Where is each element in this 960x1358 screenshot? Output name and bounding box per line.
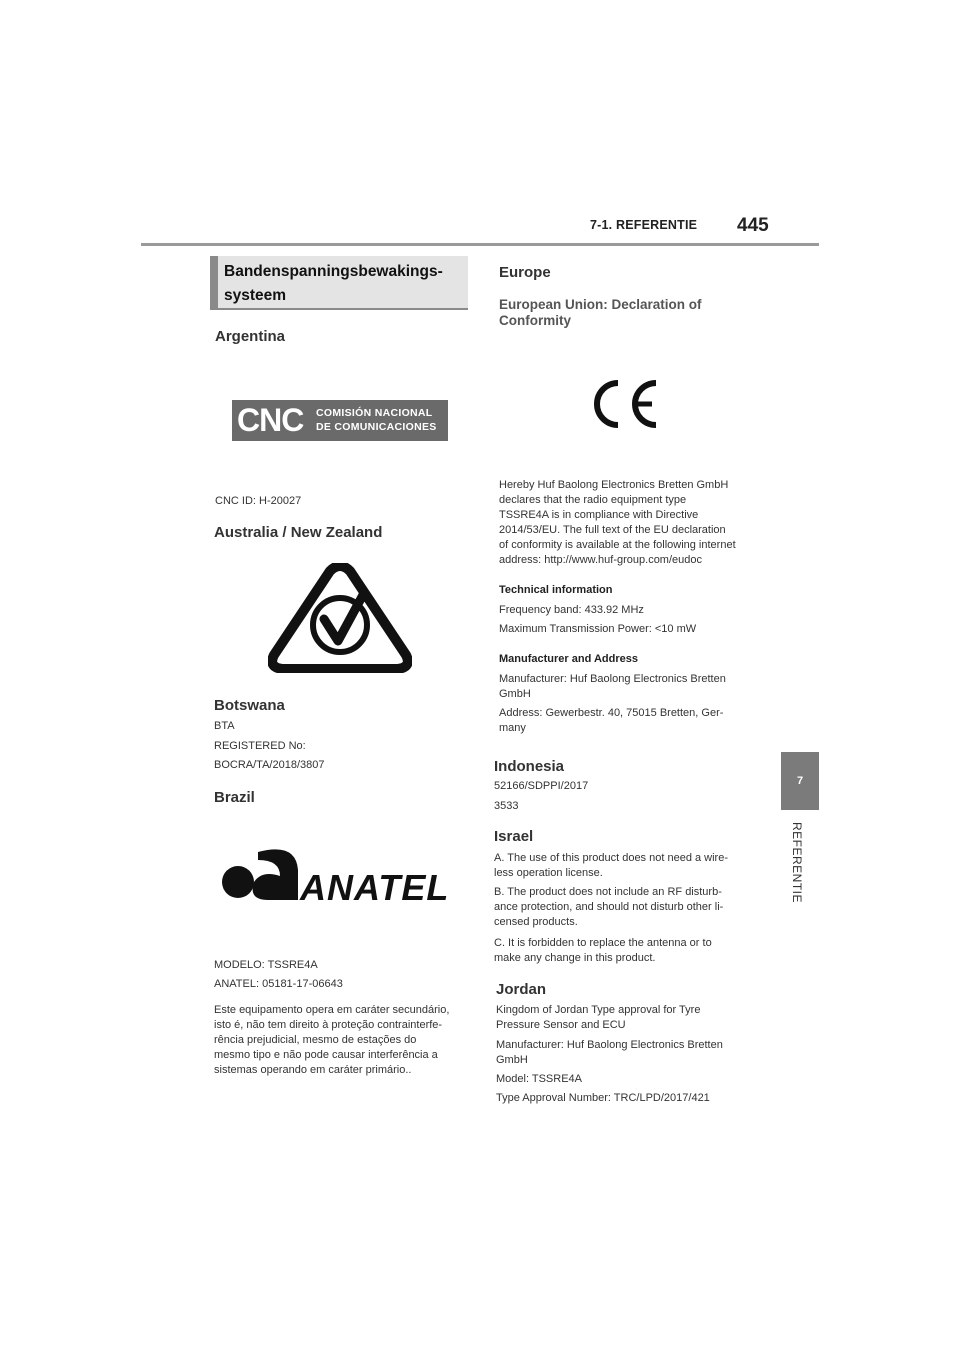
manufacturer [499,672,726,702]
europe-declaration [499,478,749,568]
anatel-logo-text: ANATEL [300,867,450,908]
israel-a-line: A. The use of this product does not need a wire- [494,852,728,864]
heading-botswana: Botswana [214,697,285,714]
chapter-tab [781,752,819,810]
brazil-para-line: isto é, não tem direito à proteção contrainterfe- [214,1019,443,1031]
heading-australia: Australia / New Zealand [214,524,383,541]
jordan-line: Kingdom of Jordan Type approval for Tyre [496,1004,701,1016]
jordan-line: GmbH [496,1054,528,1066]
section-title-line-2: systeem [224,287,287,304]
section-title [224,260,464,308]
manufacturer-heading: Manufacturer and Address [499,653,638,665]
declaration-line: of conformity is available at the following internet [499,539,736,551]
declaration-line: declares that the radio equipment type [499,494,687,506]
heading-jordan: Jordan [496,981,547,998]
jordan-line: Manufacturer: Huf Baolong Electronics Bretten [496,1039,723,1051]
chapter-number: 7 [796,775,804,787]
ce-mark-icon [586,377,660,431]
chapter-side-label: REFERENTIE [790,822,804,904]
botswana-line-2: REGISTERED No: [214,740,306,752]
declaration-line: TSSRE4A is in compliance with Directive [499,509,699,521]
manufacturer-line: Manufacturer: Huf Baolong Electronics Bretten [499,673,726,685]
rcm-check-mark-icon [268,563,412,673]
jordan-type-approval: Type Approval Number: TRC/LPD/2017/421 [496,1092,710,1104]
indonesia-line-2: 3533 [494,800,519,812]
cnc-logo-line-2: DE COMUNICACIONES [316,421,437,433]
cnc-logo-line-1: COMISIÓN NACIONAL [316,407,433,419]
jordan-manufacturer [496,1038,751,1068]
max-power: Maximum Transmission Power: <10 mW [499,623,697,635]
address [499,706,723,736]
israel-b [494,885,749,930]
israel-c [494,936,749,966]
europe-subheading [499,297,702,329]
cnc-logo-text [316,406,437,434]
europe-subheading-line: Conformity [499,313,571,328]
israel-a [494,851,749,881]
brazil-para-line: mesmo tipo e não pode causar interferência a [214,1049,438,1061]
europe-subheading-line: European Union: Declaration of [499,297,702,312]
israel-b-line: B. The product does not include an RF disturb- [494,886,722,898]
cnc-id: CNC ID: H-20027 [215,495,302,507]
jordan-model: Model: TSSRE4A [496,1073,583,1085]
cnc-logo-mark: CNC [237,402,304,438]
brazil-paragraph [214,1003,469,1078]
heading-brazil: Brazil [214,789,255,806]
israel-c-line: C. It is forbidden to replace the antenna or to [494,937,712,949]
declaration-line: 2014/53/EU. The full text of the EU declaration [499,524,726,536]
address-line: Address: Gewerbestr. 40, 75015 Bretten, Ger- [499,707,724,719]
botswana-line-3: BOCRA/TA/2018/3807 [214,759,325,771]
section-title-line-1: Bandenspanningsbewakings- [224,263,443,280]
frequency-band: Frequency band: 433.92 MHz [499,604,644,616]
heading-israel: Israel [494,828,534,845]
heading-argentina: Argentina [215,328,286,345]
cnc-logo [232,400,448,441]
brazil-modelo: MODELO: TSSRE4A [214,959,318,971]
israel-c-line: make any change in this product. [494,952,656,964]
brazil-para-line: sistemas operando em caráter primário.. [214,1064,412,1076]
heading-indonesia: Indonesia [494,758,565,775]
header-divider [141,243,819,246]
brazil-para-line: rência prejudicial, mesmo de estações do [214,1034,417,1046]
page-number: 445 [737,215,769,236]
jordan-approval-desc [496,1003,751,1033]
israel-b-line: ance protection, and should not disturb other li- [494,901,724,913]
address-line: many [499,722,526,734]
botswana-line-1: BTA [214,720,235,732]
israel-a-line: less operation license. [494,867,603,879]
jordan-line: Pressure Sensor and ECU [496,1019,626,1031]
indonesia-line-1: 52166/SDPPI/2017 [494,780,589,792]
technical-info-heading: Technical information [499,584,613,596]
heading-europe: Europe [499,264,551,281]
declaration-line: address: http://www.huf-group.com/eudoc [499,554,702,566]
brazil-anatel-number: ANATEL: 05181-17-06643 [214,978,343,990]
anatel-logo-mark-icon [218,842,308,906]
brazil-para-line: Este equipamento opera em caráter secundário, [214,1004,450,1016]
section-title-box [210,256,468,310]
israel-b-line: censed products. [494,916,578,928]
declaration-line: Hereby Huf Baolong Electronics Bretten GmbH [499,479,729,491]
manufacturer-line: GmbH [499,688,531,700]
running-header-section: 7-1. REFERENTIE [590,218,698,232]
